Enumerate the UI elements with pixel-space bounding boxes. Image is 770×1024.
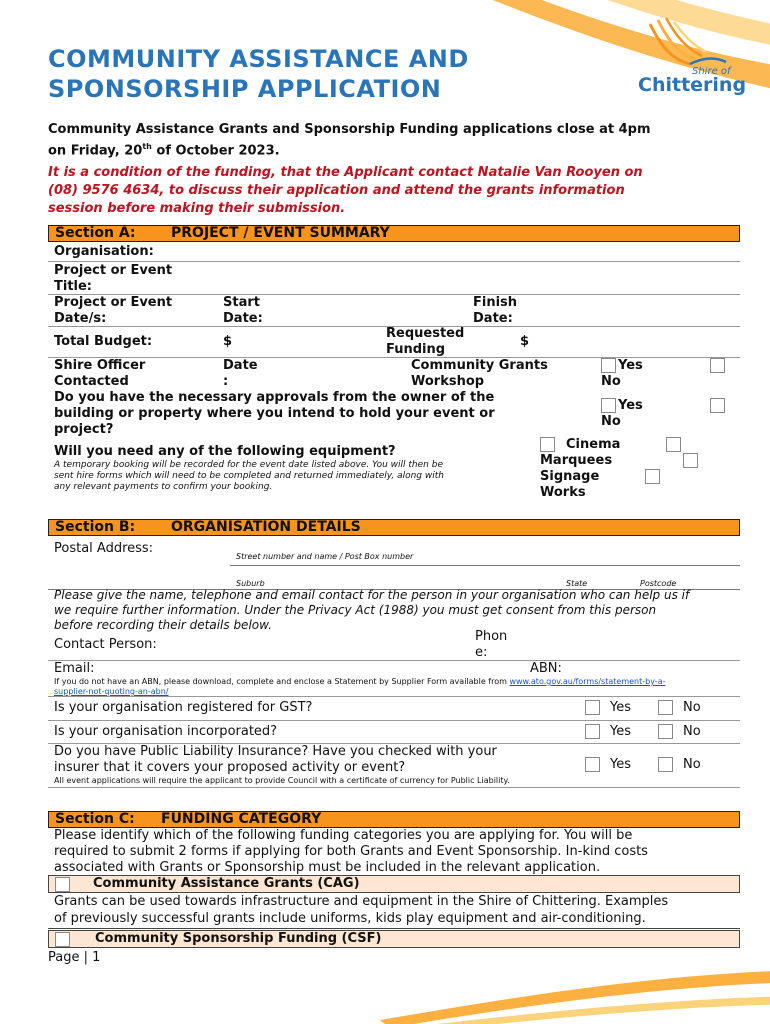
cinema-label: Cinema <box>566 437 621 452</box>
contact-person-label: Contact Person: <box>54 637 157 652</box>
workshop-label: Community Grants Workshop <box>411 358 548 389</box>
funding-category-intro: Please identify which of the following funding categories you are applying for. You will be required to submit 2 forms if applying for both Grants and Event Sponsorship. In-kind costs associated with Grants or Sponsorship must be included in the relevant application. <box>54 828 648 875</box>
equipment-question: Will you need any of the following equipment? <box>54 444 396 459</box>
logo-caption: Shire of <box>692 66 731 77</box>
cinema-checkbox-2[interactable] <box>666 437 681 452</box>
cinema-checkbox[interactable] <box>540 437 555 452</box>
workshop-yes-label: Yes <box>618 358 643 373</box>
gst-no-label: No <box>683 700 701 715</box>
ato-form-link-cont[interactable]: supplier-not-quoting-an-abn/ <box>54 687 169 696</box>
project-dates-label: Project or Event Date/s: <box>54 295 173 326</box>
page-title: COMMUNITY ASSISTANCE AND SPONSORSHIP APPLICATION <box>48 45 469 103</box>
liability-no-checkbox[interactable] <box>658 757 673 772</box>
gst-no-checkbox[interactable] <box>658 700 673 715</box>
project-title-label: Project or Event Title: <box>54 263 173 294</box>
marquees-checkbox[interactable] <box>683 453 698 468</box>
total-budget-dollar: $ <box>223 334 233 349</box>
requested-funding-label: Requested Funding <box>386 326 465 357</box>
state-hint: State <box>566 579 588 588</box>
suburb-hint: Suburb <box>236 579 265 588</box>
cag-description: Grants can be used towards infrastructure and equipment in the Shire of Chittering. Examples of previously successful grants include uniforms, kids play equipment and air-conditioning. <box>54 894 669 926</box>
approvals-yes-label: Yes <box>618 398 643 413</box>
approvals-question: Do you have the necessary approvals from the owner of the building or property where you intend to hold your event or project? <box>54 390 495 437</box>
logo-wordmark: Chittering <box>638 74 747 96</box>
incorporated-question: Is your organisation incorporated? <box>54 724 278 739</box>
signage-works-checkbox[interactable] <box>645 469 660 484</box>
bird-icon <box>630 14 740 74</box>
approvals-yes-checkbox[interactable] <box>601 398 616 413</box>
start-date-label: Start Date: <box>223 295 263 326</box>
date-label: Date : <box>223 358 258 389</box>
street-hint: Street number and name / Post Box number <box>236 552 414 561</box>
organisation-label: Organisation: <box>54 244 154 259</box>
marquees-label: Marquees <box>540 453 613 468</box>
gst-yes-checkbox[interactable] <box>585 700 600 715</box>
closing-date-notice: Community Assistance Grants and Sponsorship Funding applications close at 4pm on Friday, 20th of October 2023. <box>48 122 651 159</box>
abn-label: ABN: <box>530 661 562 676</box>
incorporated-yes-checkbox[interactable] <box>585 724 600 739</box>
abn-note: If you do not have an ABN, please download, complete and enclose a Statement by Supplier Form available from www.ato.gov.au/forms/statement-by-a- supplier-not-quoting-an-abn/ <box>54 677 666 696</box>
liability-note: All event applications will require the applicant to provide Council with a certificate of currency for Public Liability. <box>54 776 510 785</box>
cag-checkbox[interactable] <box>55 877 70 892</box>
gst-yes-label: Yes <box>610 700 631 715</box>
gst-question: Is your organisation registered for GST? <box>54 700 313 715</box>
csf-row <box>48 930 740 948</box>
privacy-notice: Please give the name, telephone and email contact for the person in your organisation who can help us if we require further information. Under the Privacy Act (1988) you must get consent from this person before recording their details below. <box>54 588 690 632</box>
email-label: Email: <box>54 661 95 676</box>
postcode-hint: Postcode <box>640 579 677 588</box>
funding-condition-notice: It is a condition of the funding, that the Applicant contact Natalie Van Rooyen on (08) 9576 4634, to discuss their application and attend the grants information session before making their submission. <box>48 165 643 216</box>
signage-works-label: Signage Works <box>540 469 600 500</box>
approvals-no-label: No <box>601 414 621 429</box>
liability-question: Do you have Public Liability Insurance? Have you checked with your insurer that it covers your proposed activity or event? <box>54 744 497 775</box>
phone-label: Phon e: <box>475 629 508 660</box>
liability-no-label: No <box>683 757 701 772</box>
workshop-yes-checkbox[interactable] <box>601 358 616 373</box>
shire-of-chittering-logo <box>630 14 747 99</box>
workshop-no-label: No <box>601 374 621 389</box>
incorporated-no-checkbox[interactable] <box>658 724 673 739</box>
approvals-no-checkbox[interactable] <box>710 398 725 413</box>
csf-checkbox[interactable] <box>55 932 70 947</box>
section-a-header: Section A: PROJECT / EVENT SUMMARY <box>48 225 740 242</box>
requested-funding-dollar: $ <box>520 334 530 349</box>
liability-yes-checkbox[interactable] <box>585 757 600 772</box>
incorporated-no-label: No <box>683 724 701 739</box>
incorporated-yes-label: Yes <box>610 724 631 739</box>
finish-date-label: Finish Date: <box>473 295 518 326</box>
section-c-header: Section C: FUNDING CATEGORY <box>48 811 740 828</box>
postal-address-label: Postal Address: <box>54 541 154 556</box>
equipment-note: A temporary booking will be recorded for the event date listed above. You will then be sent hire forms which will need to be completed and returned immediately, along with any relevant payments to confirm your booking. <box>54 460 444 492</box>
shire-officer-label: Shire Officer Contacted <box>54 358 146 389</box>
liability-yes-label: Yes <box>610 757 631 772</box>
decorative-swoosh-bottom <box>380 960 770 1024</box>
page-number: Page | 1 <box>48 950 101 965</box>
ato-form-link[interactable]: www.ato.gov.au/forms/statement-by-a- <box>509 677 666 686</box>
total-budget-label: Total Budget: <box>54 334 153 349</box>
workshop-no-checkbox[interactable] <box>710 358 725 373</box>
cag-label: Community Assistance Grants (CAG) <box>93 876 360 891</box>
cag-row <box>48 875 740 893</box>
section-b-header: Section B: ORGANISATION DETAILS <box>48 519 740 536</box>
csf-label: Community Sponsorship Funding (CSF) <box>95 931 382 946</box>
